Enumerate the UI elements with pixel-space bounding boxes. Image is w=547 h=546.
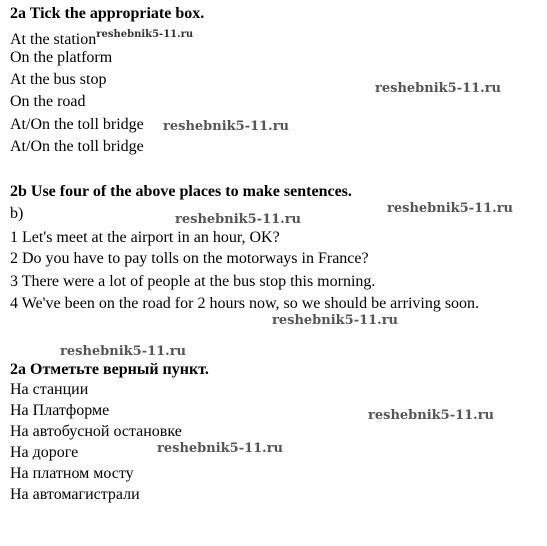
watermark: reshebnik5-11.ru [96, 29, 194, 40]
list-item-text: At the station [10, 31, 97, 48]
section-2b-heading: 2b Use four of the above places to make sentences. [10, 183, 352, 200]
watermark: reshebnik5-11.ru [368, 408, 495, 423]
watermark: reshebnik5-11.ru [375, 81, 502, 96]
sentence: 4 We've been on the road for 2 hours now, so we should be arriving soon. [10, 295, 480, 312]
watermark: reshebnik5-11.ru [163, 119, 290, 134]
list-item: At/On the toll bridge [10, 138, 144, 155]
sub-label: b) [10, 205, 24, 222]
sentence: 1 Let's meet at the airport in an hour, OK? [10, 229, 280, 246]
watermark: reshebnik5-11.ru [60, 344, 187, 359]
watermark: reshebnik5-11.ru [157, 441, 284, 456]
watermark: reshebnik5-11.ru [387, 201, 514, 216]
list-item: On the road [10, 93, 86, 110]
list-item: On the platform [10, 49, 113, 66]
list-item: На станции [10, 381, 89, 398]
list-item: На платном мосту [10, 465, 134, 482]
list-item [10, 25, 193, 50]
section-2a-ru-heading: 2a Отметьте верный пункт. [10, 361, 209, 378]
list-item: At the bus stop [10, 71, 107, 88]
sentence: 3 There were a lot of people at the bus stop this morning. [10, 273, 376, 290]
watermark: reshebnik5-11.ru [175, 212, 302, 227]
watermark: reshebnik5-11.ru [272, 313, 399, 328]
sentence: 2 Do you have to pay tolls on the motorways in France? [10, 250, 369, 267]
list-item: На автобусной остановке [10, 423, 182, 440]
list-item: На автомагистрали [10, 486, 140, 503]
section-2a-heading: 2a Tick the appropriate box. [10, 5, 205, 22]
list-item: На Платформе [10, 402, 110, 419]
list-item: At/On the toll bridge [10, 116, 144, 133]
list-item: На дороге [10, 444, 79, 461]
